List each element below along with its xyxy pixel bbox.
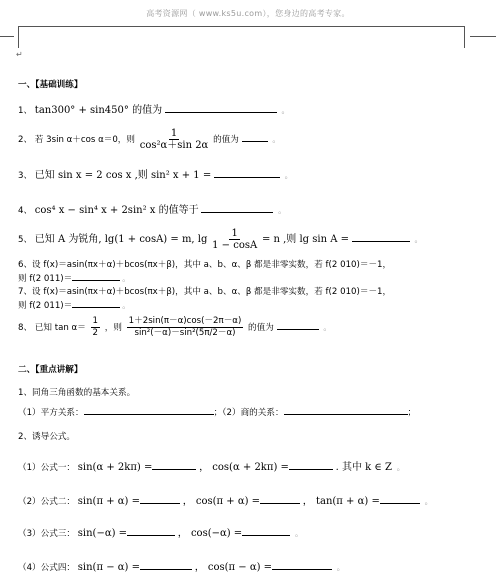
answer-blank[interactable]: [152, 460, 196, 470]
formula-3: [18, 526, 303, 540]
question-number: 8、: [18, 323, 33, 333]
fraction-half: [91, 316, 100, 339]
corner-mark-right: [464, 26, 465, 48]
formula-2: [18, 494, 433, 508]
fraction-denominator: sin²(－α)－sin²(5π/2－α): [134, 328, 236, 338]
knowledge-2-title: 2、诱导公式。: [18, 432, 76, 442]
question-text: 已知 sin x = 2 cos x ,则 sin² x + 1 =: [34, 170, 212, 181]
formula-label: （3）公式三：: [18, 529, 76, 539]
end-mark: 。: [396, 463, 405, 472]
answer-blank[interactable]: [72, 271, 120, 281]
fraction-denominator: 2: [92, 328, 98, 338]
end-mark: 。: [278, 206, 287, 215]
end-mark: 。: [294, 529, 303, 538]
question-number: 5、: [18, 235, 33, 245]
formula-1: [18, 460, 405, 474]
end-mark: 。: [272, 135, 281, 144]
fraction: [127, 316, 244, 339]
question-text: 6、设 f(x)＝asin(πx＋α)＋bcos(πx＋β)，其中 a、b、α、β 都是非零实数，若 f(2 010)＝－1，: [18, 260, 392, 270]
formula-condition: . 其中 k ∈ Z: [335, 462, 392, 473]
header-rule: [18, 26, 464, 27]
fraction-numerator: 1: [92, 316, 98, 326]
answer-blank[interactable]: [140, 560, 192, 570]
question-4: [18, 203, 286, 217]
formula-4: [18, 560, 345, 574]
answer-blank[interactable]: [201, 203, 273, 213]
answer-blank[interactable]: [260, 494, 300, 504]
question-text: 7、设 f(x)＝asin(πx＋α)＋bcos(πx＋β)，其中 a、b、α、β 都是非零实数，若 f(2 010)＝－1，: [18, 287, 392, 297]
quotient-relation-blank[interactable]: [284, 405, 408, 415]
formula-label: （2）公式二：: [18, 497, 76, 507]
answer-blank[interactable]: [72, 298, 120, 308]
question-5: [18, 228, 422, 251]
answer-blank[interactable]: [127, 526, 175, 536]
formula-sin: sin(π − α) =: [77, 562, 140, 573]
question-number: 1、: [18, 106, 33, 116]
formula-label: （1）公式一：: [18, 463, 76, 473]
question-8: [18, 316, 331, 339]
question-6: [18, 259, 391, 285]
end-mark: 。: [122, 301, 131, 310]
answer-blank[interactable]: [165, 103, 277, 113]
question-number: 4、: [18, 206, 33, 216]
formula-label: （4）公式四：: [18, 563, 76, 573]
fraction-denominator: 1 − cosA: [212, 240, 258, 251]
formula-sin: sin(−α) =: [77, 528, 128, 539]
answer-blank[interactable]: [352, 232, 410, 242]
end-mark: 。: [336, 563, 345, 572]
answer-blank[interactable]: [272, 560, 332, 570]
end-mark: 。: [424, 497, 433, 506]
question-1: [18, 103, 290, 117]
corner-mark-right-h: [470, 36, 496, 37]
corner-mark-left-h: [0, 36, 14, 37]
question-text-line2-label: 则 f(2 011)＝: [18, 301, 73, 311]
question-text-end: 的值为: [213, 135, 239, 145]
question-3: [18, 168, 293, 182]
fraction-numerator: 1: [170, 128, 178, 139]
fraction-denominator: cos²α＋sin 2α: [139, 140, 209, 151]
formula-cos: ， cos(π − α) =: [194, 562, 273, 573]
end-mark: 。: [122, 274, 131, 283]
square-relation-label: （1）平方关系：: [18, 408, 84, 418]
end-mark: 。: [281, 106, 290, 115]
fraction-numerator: 1＋2sin(π－α)cos(－2π－α): [128, 316, 242, 326]
question-text-end: 的值为: [248, 323, 274, 333]
answer-blank[interactable]: [289, 460, 333, 470]
end-mark: ；: [407, 408, 417, 418]
answer-blank[interactable]: [242, 132, 268, 142]
square-relation-blank[interactable]: [84, 405, 214, 415]
question-text-mid: ，则: [104, 323, 122, 333]
fraction: [212, 228, 257, 251]
question-text-line2: [18, 298, 391, 312]
question-number: 3、: [18, 171, 33, 181]
formula-cos: ， cos(−α) =: [177, 528, 243, 539]
answer-blank[interactable]: [214, 168, 280, 178]
end-mark: 。: [323, 323, 332, 332]
question-2: [18, 128, 280, 151]
section-basic-training-title: 一、【基础训练】: [18, 80, 83, 90]
formula-cos: ， cos(π + α) =: [182, 496, 261, 507]
question-text: cos⁴ x − sin⁴ x + 2sin² x 的值等于: [34, 205, 199, 216]
question-text-line2: [18, 271, 391, 285]
knowledge-1-title: 1、同角三角函数的基本关系。: [18, 388, 136, 398]
question-7: [18, 286, 391, 312]
question-text-line2-label: 则 f(2 011)＝: [18, 274, 73, 284]
end-mark: 。: [414, 235, 423, 244]
answer-blank[interactable]: [277, 320, 319, 330]
formula-sin: sin(π + α) =: [77, 496, 140, 507]
question-number: 2、: [18, 135, 33, 145]
fraction-numerator: 1: [231, 228, 238, 239]
quotient-relation-label: ；（2）商的关系：: [213, 408, 284, 418]
answer-blank[interactable]: [380, 494, 420, 504]
formula-sin: sin(α + 2kπ) =: [77, 462, 153, 473]
formula-cos: ， cos(α + 2kπ) =: [199, 462, 289, 473]
corner-mark-left: [18, 26, 19, 48]
knowledge-1-relations: [18, 405, 416, 419]
question-text: tan300° + sin450° 的值为: [34, 105, 163, 116]
question-text: 已知 A 为锐角, lg(1 + cosA) = m, lg: [34, 234, 208, 245]
formula-tan: ， tan(π + α) =: [302, 496, 380, 507]
question-text-end: = n ,则 lg sin A =: [261, 234, 349, 245]
end-mark: 。: [284, 171, 293, 180]
paragraph-mark: ↵: [16, 50, 23, 59]
answer-blank[interactable]: [242, 526, 290, 536]
question-text: 已知 tan α＝: [34, 323, 86, 333]
page-header: 高考资源网（ www.ks5u.com），您身边的高考专家。: [146, 9, 350, 18]
answer-blank[interactable]: [140, 494, 180, 504]
question-text: 若 3sin α＋cos α＝0，则: [34, 135, 135, 145]
fraction: [140, 128, 209, 151]
section-key-points-title: 二、【重点讲解】: [18, 365, 83, 375]
